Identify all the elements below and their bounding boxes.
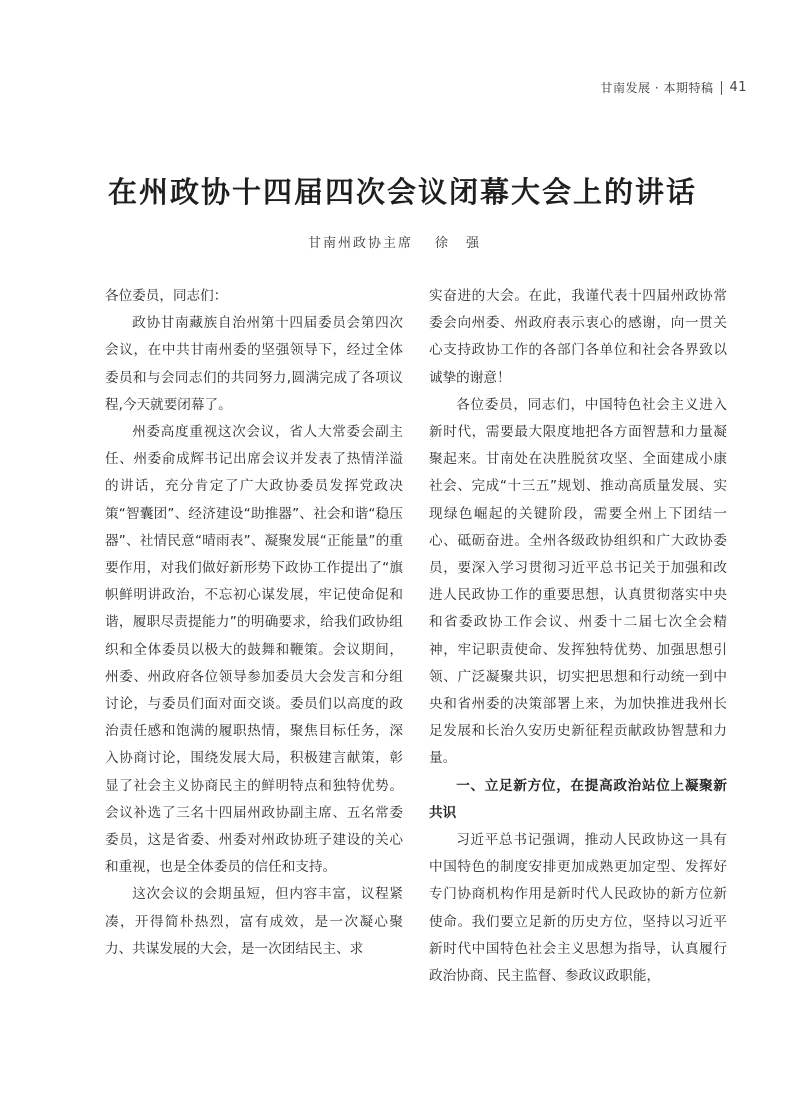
paragraph: 这次会议的会期虽短，但内容丰富，议程紧凑，开得简朴热烈，富有成效，是一次凝心聚力、共谋发展的大会，是一次团结民主、求 — [105, 886, 403, 957]
paragraph: 州委高度重视这次会议，省人大常委会副主任、州委俞成辉书记出席会议并发表了热情洋溢的讲话，充分肯定了广大政协委员发挥党政决策“智囊团”、经济建设“助推器”、社会和谐“稳压器”、社情民意“晴雨表”、凝聚发展“正能量”的重要作用，对我们做好新形势下政协工作提出了“旗帜鲜明讲政治，不忘初心谋发展，牢记使命促和谐，履职尽责提能力”的明确要求，给我们政协组织和全体委员以极大的鼓舞和鞭策。会议期间，州委、州政府各位领导参加委员大会发言和分组讨论，与委员们面对面交谈。委员们以高度的政治责任感和饱满的履职热情，聚焦目标任务，深入协商讨论，围绕发展大局，积极建言献策，彰显了社会主义协商民主的鲜明特点和独特优势。会议补选了三名十四届州政协副主席、五名常委委员，这是省委、州委对州政协班子建设的关心和重视，也是全体委员的信任和支持。 — [105, 424, 403, 876]
paragraph: 各位委员，同志们，中国特色社会主义进入新时代，需要最大限度地把各方面智慧和力量凝聚起来。甘南处在决胜脱贫攻坚、全面建成小康社会、完成“十三五”规划、推动高质量发展、实现绿色崛起的关键阶段，需要全州上下团结一心、砥砺奋进。全州各级政协组织和广大政协委员，要深入学习贯彻习近平总书记关于加强和改进人民政协工作的重要思想，认真贯彻落实中央和省委政协工作会议、州委十二届七次全会精神，牢记职责使命、发挥独特优势、加强思想引领、广泛凝聚共识，切实把思想和行动统一到中央和省州委的决策部署上来，为加快推进我州长足发展和长治久安历史新征程贡献政协智慧和力量。 — [429, 396, 727, 767]
author-name: 徐强 — [435, 236, 498, 251]
left-column — [105, 283, 403, 963]
section-label: 甘南发展 · 本期特稿 — [600, 81, 714, 95]
salutation: 各位委员，同志们： — [105, 288, 228, 304]
section-heading: 一、立足新方位，在提高政治站位上凝聚新共识 — [429, 777, 727, 821]
paragraph: 政协甘南藏族自治州第十四届委员会第四次会议，在中共甘南州委的坚强领导下，经过全体委员和与会同志们的共同努力,圆满完成了各项议程,今天就要闭幕了。 — [105, 315, 403, 413]
header-divider — [721, 81, 722, 95]
author-role: 甘南州政协主席 — [307, 236, 413, 251]
running-header — [601, 79, 748, 96]
page-number: 41 — [729, 80, 747, 95]
paragraph: 习近平总书记强调，推动人民政协这一具有中国特色的制度安排更加成熟更加定型、发挥好专门协商机构作用是新时代人民政协的新方位新使命。我们要立足新的历史方位，坚持以习近平新时代中国特色社会主义思想为指导，认真履行政治协商、民主监督、参政议政职能， — [429, 832, 727, 985]
paragraph-continued: 实奋进的大会。在此，我谨代表十四届州政协常委会向州委、州政府表示衷心的感谢，向一贯关心支持政协工作的各部门各单位和社会各界致以诚挚的谢意！ — [429, 288, 727, 386]
byline — [0, 232, 805, 251]
right-column — [429, 283, 727, 990]
article-title: 在州政协十四届四次会议闭幕大会上的讲话 — [107, 175, 697, 209]
